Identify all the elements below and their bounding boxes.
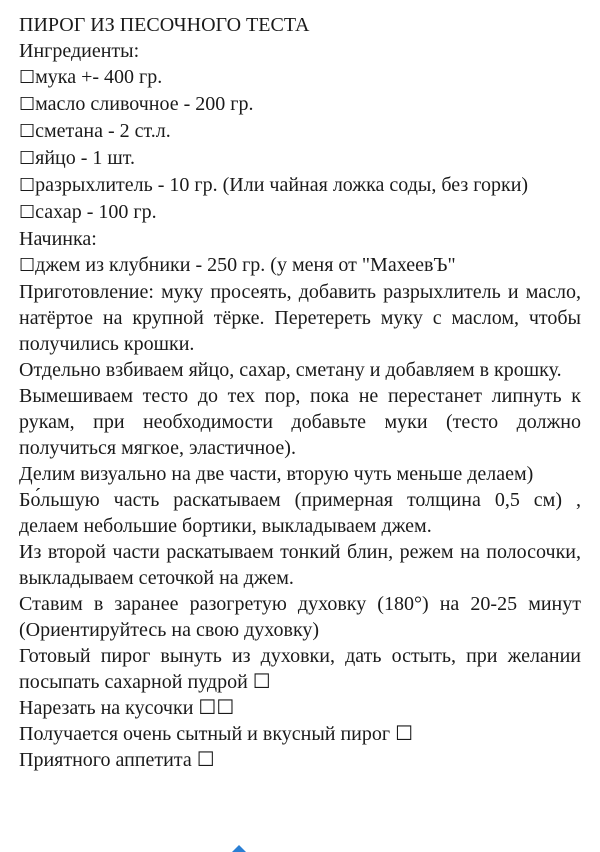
checkbox-icon: ☐: [19, 255, 36, 276]
recipe-step: Из второй части раскатываем тонкий блин, режем на полосочки, выкладываем сеточкой на джем.: [19, 541, 581, 589]
ingredient-item: [19, 91, 581, 118]
recipe-step: Вымешиваем тесто до тех пор, пока не перестанет липнуть к рукам, при необходимости добавьте муки (тесто должно получиться мягкое, эластичное).: [19, 385, 581, 459]
checkbox-icon: ☐: [19, 67, 36, 88]
recipe-step: Приготовление: муку просеять, добавить разрыхлитель и масло, натёртое на крупной тёрке. Перетереть муку с маслом, чтобы получились крошки.: [19, 281, 581, 355]
ingredients-heading: Ингредиенты:: [19, 40, 140, 62]
recipe-step: Нарезать на кусочки ☐☐: [19, 697, 235, 719]
selection-handle-icon[interactable]: [232, 845, 246, 852]
ingredient-text: разрыхлитель - 10 гр. (Или чайная ложка соды, без горки): [35, 174, 529, 196]
ingredient-item: [19, 199, 581, 226]
filling-item: [19, 252, 581, 279]
ingredient-text: сметана - 2 ст.л.: [35, 120, 171, 142]
ingredient-item: [19, 172, 581, 199]
recipe-title: ПИРОГ ИЗ ПЕСОЧНОГО ТЕСТА: [19, 14, 310, 36]
recipe-step: Делим визуально на две части, вторую чуть меньше делаем): [19, 463, 534, 485]
checkbox-icon: ☐: [19, 121, 36, 142]
recipe-step: Готовый пирог вынуть из духовки, дать остыть, при желании посыпать сахарной пудрой ☐: [19, 645, 581, 693]
recipe-step: Получается очень сытный и вкусный пирог ☐: [19, 723, 414, 745]
recipe-step: Бо́льшую часть раскатываем (примерная толщина 0,5 см) , делаем небольшие бортики, выкладываем джем.: [19, 489, 581, 537]
ingredient-text: мука +- 400 гр.: [35, 66, 163, 88]
checkbox-icon: ☐: [19, 202, 36, 223]
recipe-step: Приятного аппетита ☐: [19, 749, 215, 771]
ingredient-item: [19, 118, 581, 145]
recipe-step: Отдельно взбиваем яйцо, сахар, сметану и добавляем в крошку.: [19, 359, 562, 381]
checkbox-icon: ☐: [19, 175, 36, 196]
ingredient-item: [19, 64, 581, 91]
checkbox-icon: ☐: [19, 148, 36, 169]
checkbox-icon: ☐: [19, 94, 36, 115]
ingredient-item: [19, 145, 581, 172]
ingredient-text: масло сливочное - 200 гр.: [35, 93, 254, 115]
ingredient-text: сахар - 100 гр.: [35, 201, 157, 223]
filling-text: джем из клубники - 250 гр. (у меня от "МахеевЪ": [35, 254, 456, 276]
recipe-step: Ставим в заранее разогретую духовку (180°) на 20-25 минут (Ориентируйтесь на свою духовку): [19, 593, 581, 641]
filling-heading: Начинка:: [19, 228, 97, 250]
ingredient-text: яйцо - 1 шт.: [35, 147, 136, 169]
